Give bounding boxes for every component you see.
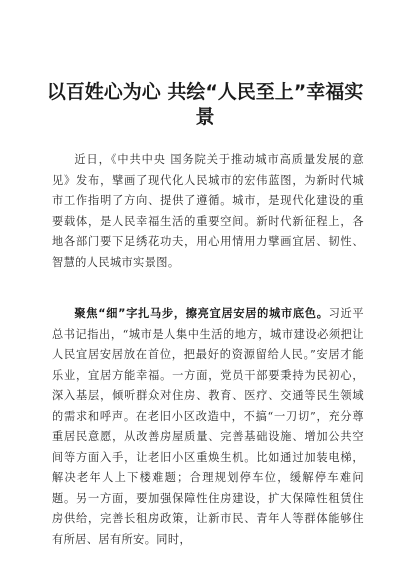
paragraph-lead-heading: 聚焦“细”字扎马步，擦亮宜居安居的城市底色。 [74, 307, 329, 320]
document-title-line-1: 以百姓心为心 共绘“人民至上”幸福实 [46, 81, 364, 103]
paragraph-section-1-text: 习近平总书记指出，“城市是人集中生活的地方，城市建设必须把让人民宜居安居放在首位，把最好的资源留给人民。”安居才能乐业，宜居方能幸福。一方面，党员干部要秉持为民初心，深入基层，倾听群众对住房、教育、医疗、交通等民生领域的需求和呼声。在老旧小区改造中，不搞“一刀切”，充分尊重居民意愿，从改善房屋质量、完善基础设施、增加公共空间等方面入手，让老旧小区重焕生机。比如通过加装电梯，解决老年人上下楼难题；合理规划停车位，缓解停车难问题。另一方面，要加强保障性住房建设，扩大保障性租赁住房供给，完善长租房政策，让新市民、青年人等群体能够住有所居、居有所安。同时， [52, 307, 364, 546]
document-title-line-2: 景 [195, 106, 215, 128]
paragraph-section-1 [52, 304, 364, 550]
paragraph-intro [52, 150, 364, 273]
paragraph-intro-text: 近日，《中共中央 国务院关于推动城市高质量发展的意见》发布，擘画了现代化人民城市的宏伟蓝图，为新时代城市工作指明了方向、提供了遵循。城市，是现代化建设的重要载体，是人民幸福生活的重要空间。新时代新征程上，各地各部门要下足绣花功夫，用心用情用力擘画宜居、韧性、智慧的人民城市实景图。 [52, 153, 364, 269]
